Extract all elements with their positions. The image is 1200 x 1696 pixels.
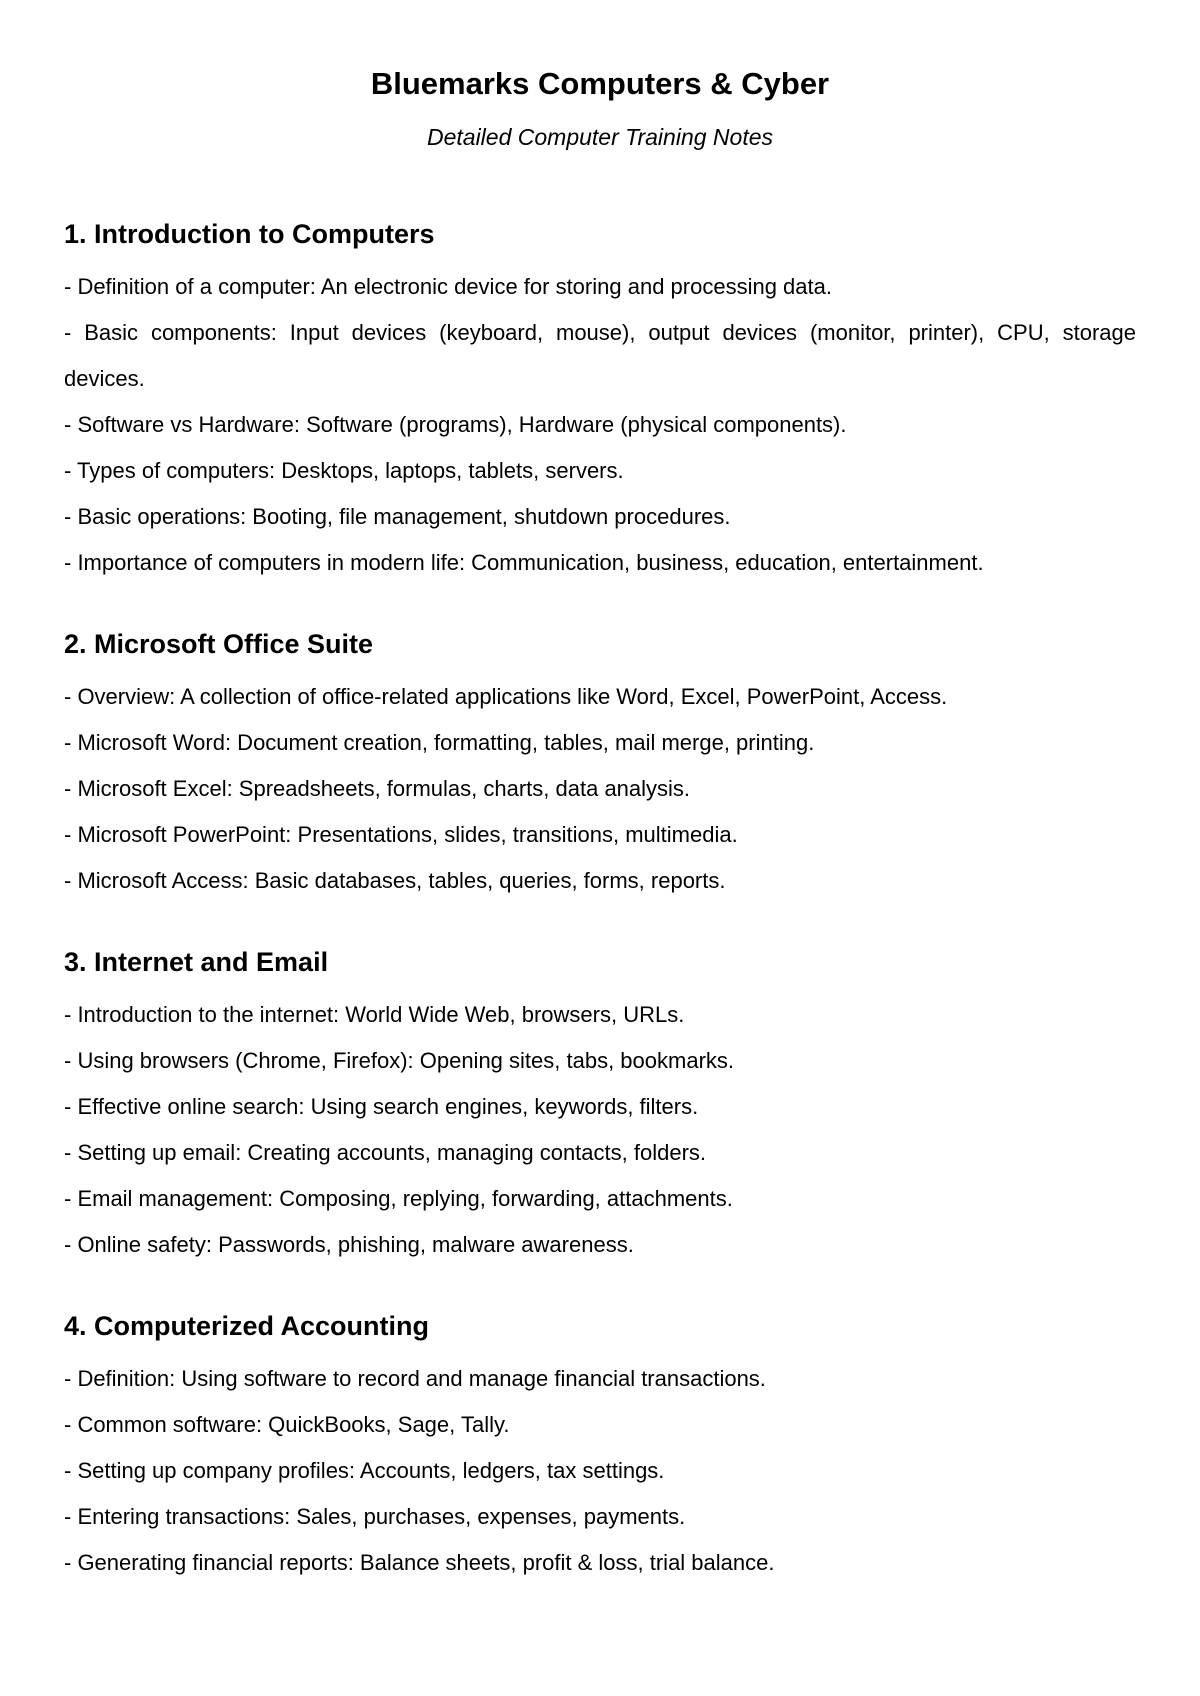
list-item: - Basic components: Input devices (keyboard, mouse), output devices (monitor, printer), CPU, storage devices. xyxy=(64,320,1136,391)
list-item: - Generating financial reports: Balance sheets, profit & loss, trial balance. xyxy=(64,1550,775,1575)
list-item: - Overview: A collection of office-related applications like Word, Excel, PowerPoint, Access. xyxy=(64,684,948,709)
list-item: - Using browsers (Chrome, Firefox): Opening sites, tabs, bookmarks. xyxy=(64,1048,735,1073)
list-item: - Definition: Using software to record and manage financial transactions. xyxy=(64,1366,766,1391)
list-item: - Microsoft Word: Document creation, formatting, tables, mail merge, printing. xyxy=(64,730,815,755)
section-heading: 4. Computerized Accounting xyxy=(64,1311,430,1341)
document-subtitle: Detailed Computer Training Notes xyxy=(426,124,773,150)
list-item: - Email management: Composing, replying, forwarding, attachments. xyxy=(64,1186,733,1211)
list-item: - Importance of computers in modern life: Communication, business, education, entertainment. xyxy=(64,550,984,575)
list-item: - Setting up email: Creating accounts, managing contacts, folders. xyxy=(64,1140,707,1165)
list-item: - Microsoft Excel: Spreadsheets, formulas, charts, data analysis. xyxy=(64,776,691,801)
section-introduction-to-computers xyxy=(64,216,1136,586)
section-item-list xyxy=(64,264,1136,586)
list-item: - Common software: QuickBooks, Sage, Tally. xyxy=(64,1412,510,1437)
section-heading: 2. Microsoft Office Suite xyxy=(64,629,374,659)
list-item: - Microsoft Access: Basic databases, tables, queries, forms, reports. xyxy=(64,868,726,893)
list-item: - Effective online search: Using search engines, keywords, filters. xyxy=(64,1094,699,1119)
list-item: - Setting up company profiles: Accounts, ledgers, tax settings. xyxy=(64,1458,665,1483)
section-internet-and-email xyxy=(64,944,1136,1268)
list-item: - Introduction to the internet: World Wide Web, browsers, URLs. xyxy=(64,1002,685,1027)
section-microsoft-office-suite xyxy=(64,626,1136,904)
list-item: - Types of computers: Desktops, laptops, tablets, servers. xyxy=(64,458,624,483)
list-item: - Definition of a computer: An electronic device for storing and processing data. xyxy=(64,274,832,299)
list-item: - Basic operations: Booting, file management, shutdown procedures. xyxy=(64,504,731,529)
section-computerized-accounting xyxy=(64,1308,1136,1586)
section-heading: 1. Introduction to Computers xyxy=(64,219,435,249)
section-item-list xyxy=(64,992,1136,1268)
document-title: Bluemarks Computers & Cyber xyxy=(370,66,830,101)
section-item-list xyxy=(64,1356,1136,1586)
list-item: - Software vs Hardware: Software (programs), Hardware (physical components). xyxy=(64,412,847,437)
list-item: - Online safety: Passwords, phishing, malware awareness. xyxy=(64,1232,634,1257)
list-item: - Entering transactions: Sales, purchases, expenses, payments. xyxy=(64,1504,686,1529)
sections-container xyxy=(64,216,1136,1586)
section-item-list xyxy=(64,674,1136,904)
list-item: - Microsoft PowerPoint: Presentations, slides, transitions, multimedia. xyxy=(64,822,738,847)
section-heading: 3. Internet and Email xyxy=(64,947,329,977)
